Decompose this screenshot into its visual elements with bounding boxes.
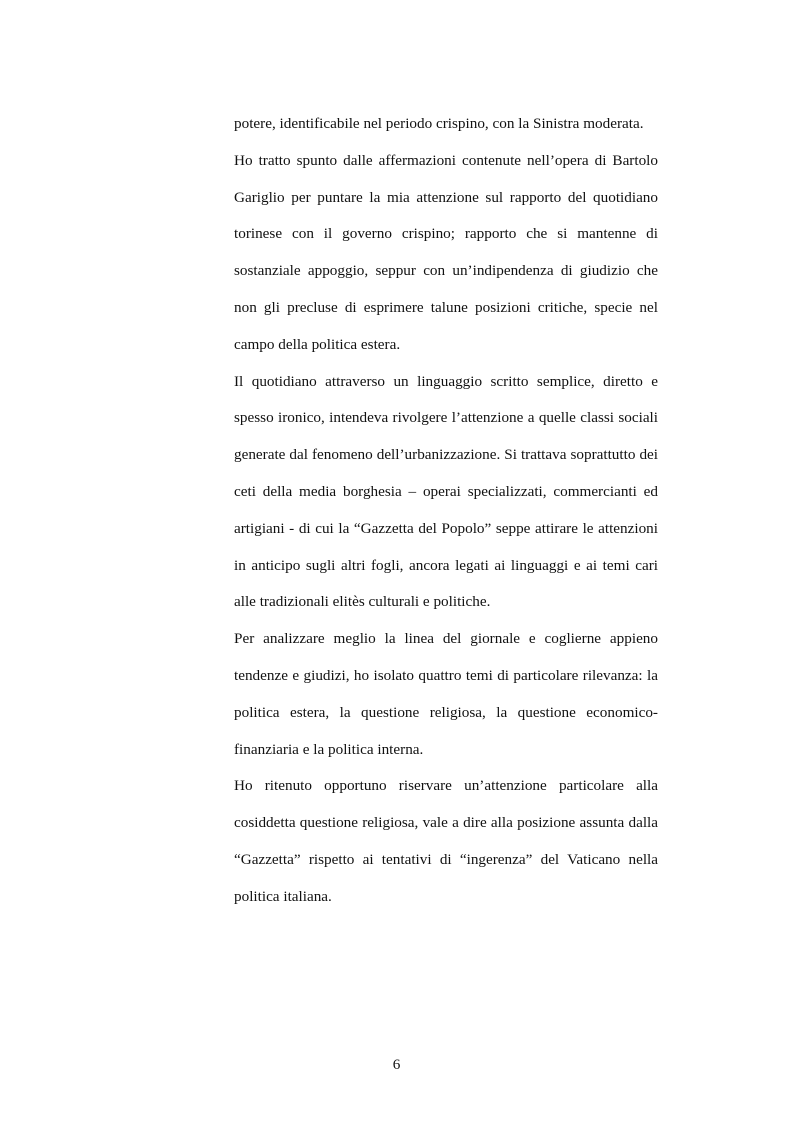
body-text <box>234 106 658 916</box>
paragraph: Il quotidiano attraverso un linguaggio scritto semplice, diretto e spesso ironico, intendeva rivolgere l’attenzione a quelle classi sociali generate dal fenomeno dell’urbanizzazione. Si trattava soprattutto dei ceti della media borghesia – operai specializzati, commercianti ed artigiani - di cui la “Gazzetta del Popolo” seppe attirare le attenzioni in anticipo sugli altri fogli, ancora legati ai linguaggi e ai temi cari alle tradizionali elitès culturali e politiche. <box>234 372 658 611</box>
page-number: 6 <box>392 1056 401 1073</box>
paragraph: Per analizzare meglio la linea del giornale e coglierne appieno tendenze e giudizi, ho isolato quattro temi di particolare rilevanza: la politica estera, la questione religiosa, la questione economico-finanziaria e la politica interna. <box>234 630 658 758</box>
paragraph: Ho tratto spunto dalle affermazioni contenute nell’opera di Bartolo Gariglio per puntare la mia attenzione sul rapporto del quotidiano torinese con il governo crispino; rapporto che si mantenne di sostanziale appoggio, seppur con un’indipendenza di giudizio che non gli precluse di esprimere talune posizioni critiche, specie nel campo della politica estera. <box>234 151 658 353</box>
paragraph: Ho ritenuto opportuno riservare un’attenzione particolare alla cosiddetta questione religiosa, vale a dire alla posizione assunta dalla “Gazzetta” rispetto ai tentativi di “ingerenza” del Vaticano nella politica italiana. <box>234 777 658 905</box>
paragraph: potere, identificabile nel periodo crispino, con la Sinistra moderata. <box>234 115 644 132</box>
